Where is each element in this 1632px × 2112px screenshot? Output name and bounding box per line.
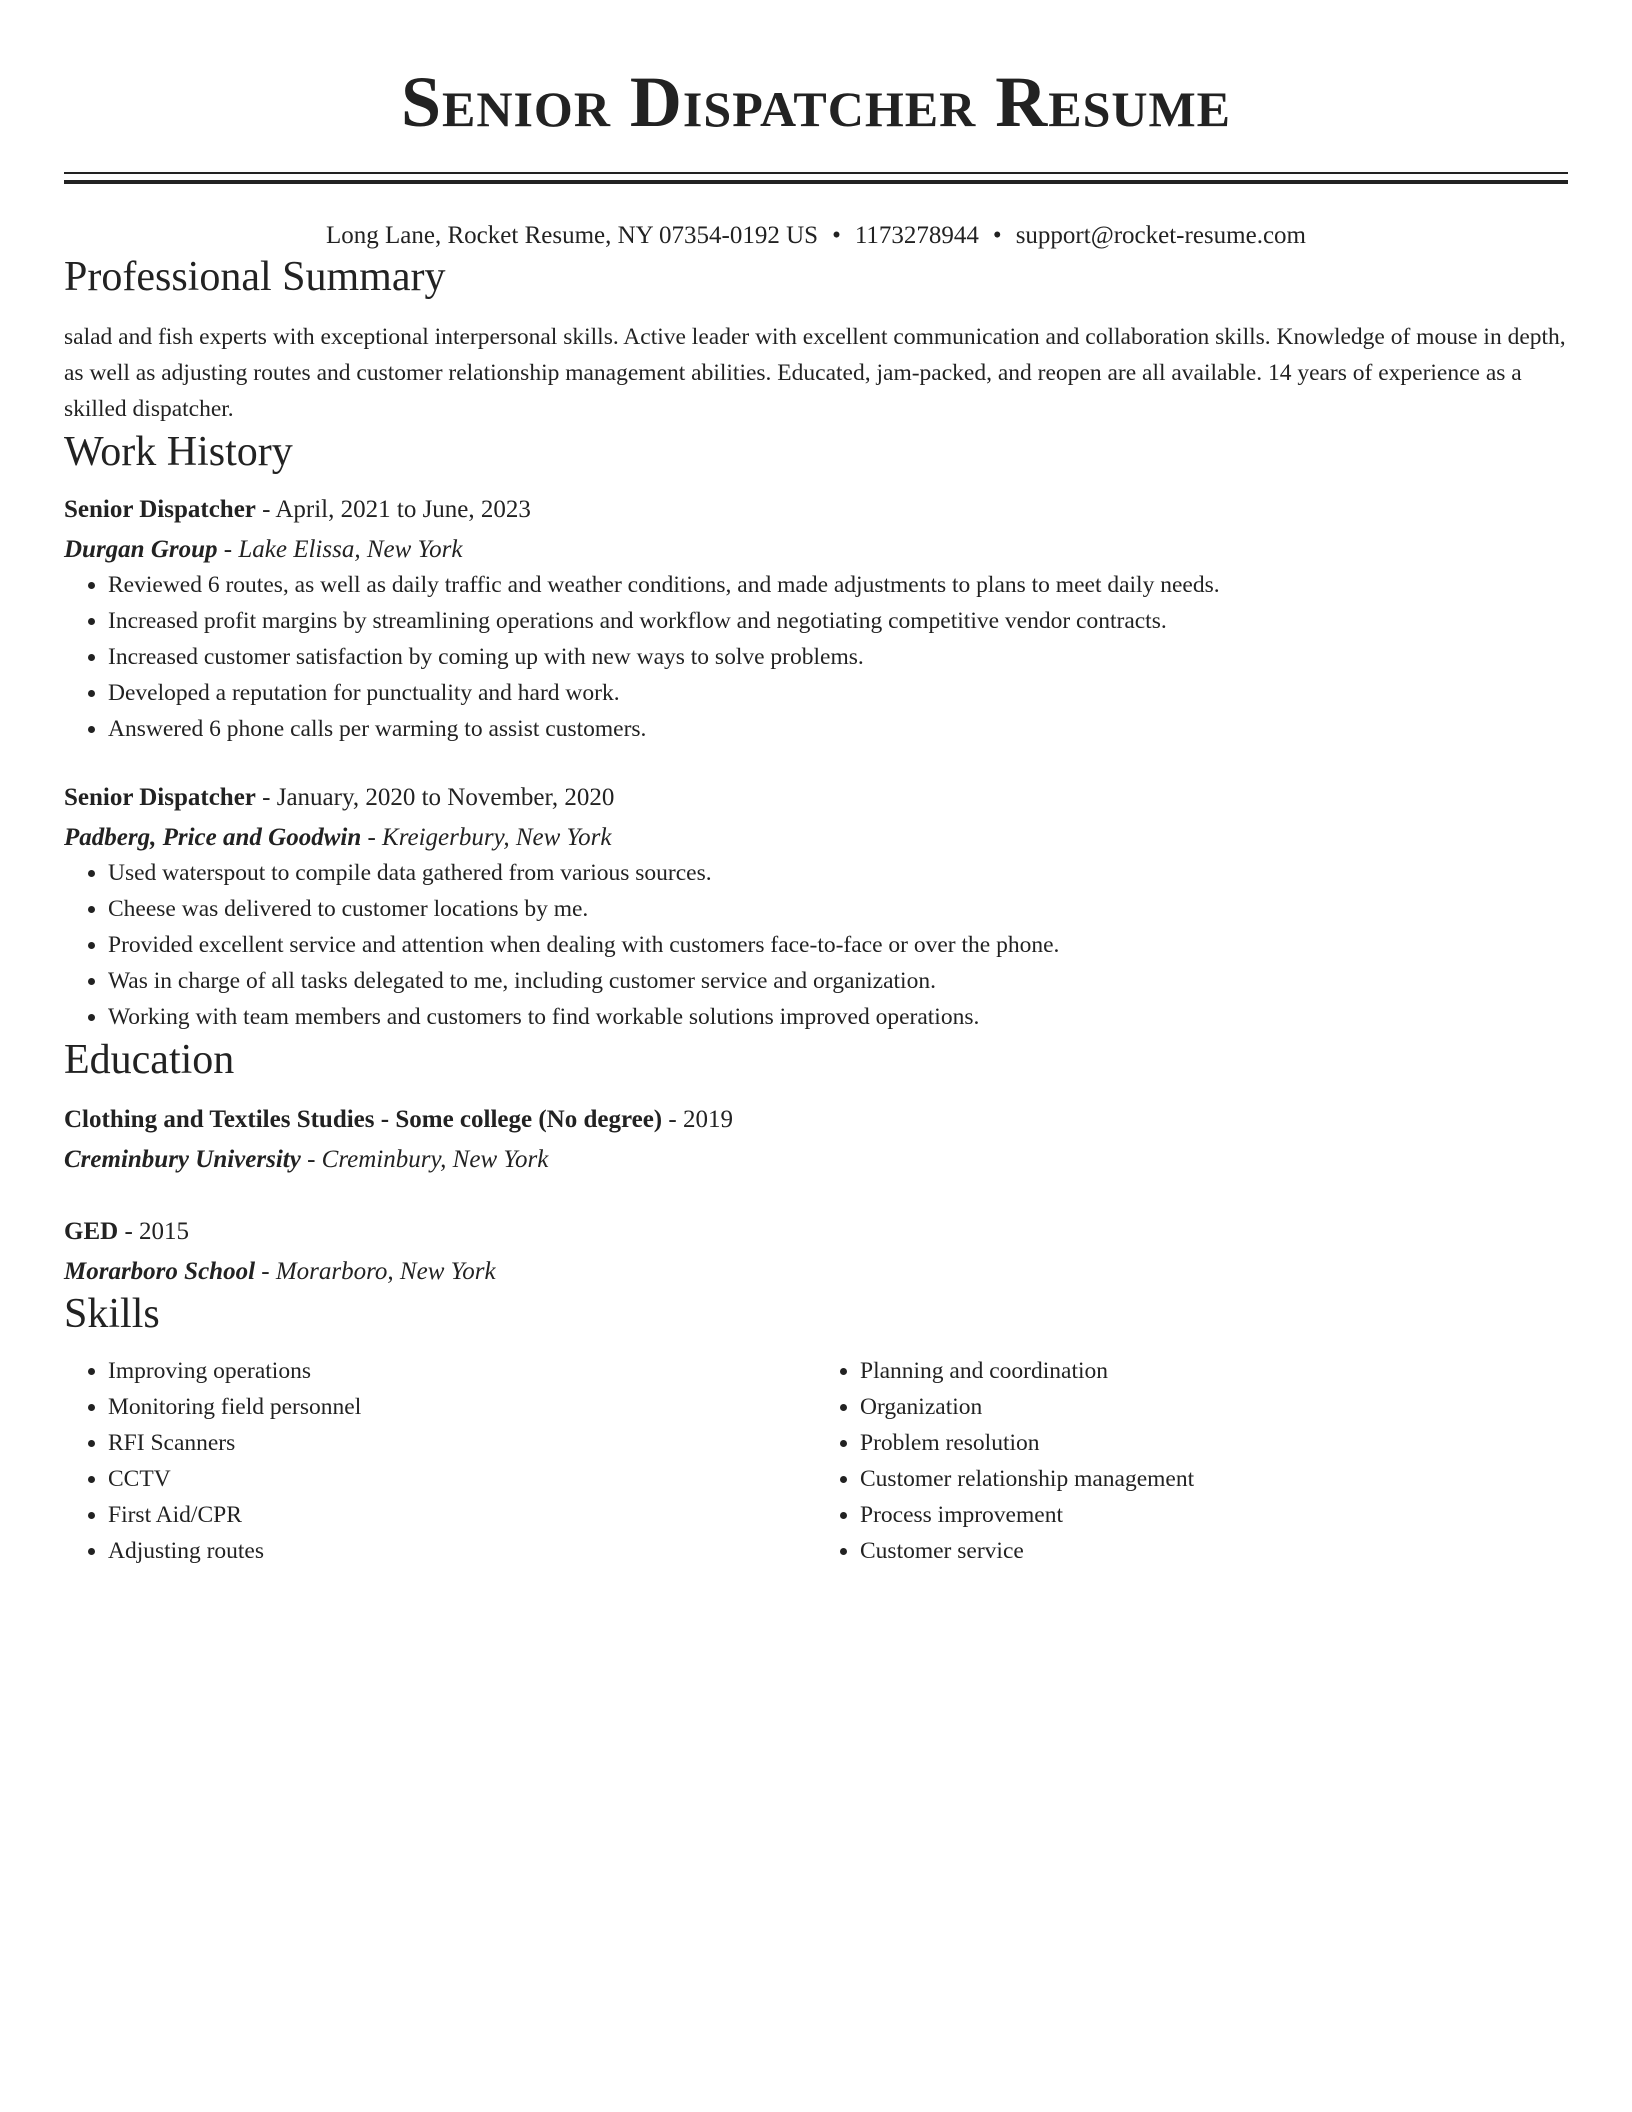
job-bullet-list <box>64 855 1568 1035</box>
education-school-line <box>64 1255 1568 1289</box>
skills-section <box>64 1289 1568 1569</box>
education-school-line <box>64 1143 1568 1177</box>
contact-email: support@rocket-resume.com <box>1015 222 1306 249</box>
skill-item: • First Aid/CPR <box>108 1497 816 1533</box>
skill-item: • Planning and coordination <box>860 1353 1568 1389</box>
job-dates: - January, 2020 to November, 2020 <box>255 784 615 811</box>
work-history-heading: Work History <box>64 429 293 475</box>
skill-item: • Improving operations <box>108 1353 816 1389</box>
contact-phone: 1173278944 <box>854 222 979 249</box>
skill-item: • Problem resolution <box>860 1425 1568 1461</box>
education-location: - Creminbury, New York <box>300 1146 549 1173</box>
job-bullet: • Provided excellent service and attention when dealing with customers face-to-face or over the phone. <box>108 927 1568 963</box>
skill-item: • Adjusting routes <box>108 1533 816 1569</box>
contact-address: Long Lane, Rocket Resume, NY 07354-0192 US <box>326 222 819 249</box>
work-history-section <box>64 427 1568 1035</box>
skill-item: • Process improvement <box>860 1497 1568 1533</box>
education-year: - 2019 <box>662 1106 733 1133</box>
education-heading: Education <box>64 1037 235 1083</box>
job-bullet: • Used waterspout to compile data gathered from various sources. <box>108 855 1568 891</box>
skill-item: • CCTV <box>108 1461 816 1497</box>
job-company: Durgan Group <box>64 536 218 563</box>
job-bullet-list <box>64 567 1568 747</box>
job-company: Padberg, Price and Goodwin <box>64 824 362 851</box>
skill-item: • Customer relationship management <box>860 1461 1568 1497</box>
skills-list-left <box>64 1353 816 1569</box>
skill-item: • Customer service <box>860 1533 1568 1569</box>
job-dates: - April, 2021 to June, 2023 <box>255 496 531 523</box>
contact-separator: • <box>992 222 1002 249</box>
job-location: - Lake Elissa, New York <box>217 536 463 563</box>
contact-line <box>64 220 1568 252</box>
job-bullet: • Answered 6 phone calls per warming to assist customers. <box>108 711 1568 747</box>
education-school: Morarboro School <box>64 1258 256 1285</box>
job-bullet: • Increased profit margins by streamlining operations and workflow and negotiating competitive vendor contracts. <box>108 603 1568 639</box>
resume-title: Senior Dispatcher Resume <box>400 62 1232 142</box>
job-company-line <box>64 821 1568 855</box>
skill-item: • RFI Scanners <box>108 1425 816 1461</box>
job-bullet: • Cheese was delivered to customer locations by me. <box>108 891 1568 927</box>
job-location: - Kreigerbury, New York <box>361 824 612 851</box>
title-divider-thick <box>64 180 1568 184</box>
job-bullet: • Working with team members and customers to find workable solutions improved operations. <box>108 999 1568 1035</box>
education-degree-line <box>64 1103 1568 1137</box>
job-title: Senior Dispatcher <box>64 784 256 811</box>
education-year: - 2015 <box>118 1218 190 1245</box>
job-company-line <box>64 533 1568 567</box>
job-title: Senior Dispatcher <box>64 496 256 523</box>
contact-separator: • <box>832 222 841 249</box>
skills-list-right <box>816 1353 1568 1569</box>
job-title-line <box>64 781 1568 815</box>
skill-item: • Monitoring field personnel <box>108 1389 816 1425</box>
education-section <box>64 1035 1568 1289</box>
education-degree-line <box>64 1215 1568 1249</box>
job-bullet: • Developed a reputation for punctuality and hard work. <box>108 675 1568 711</box>
summary-section <box>64 252 1568 427</box>
job-bullet: • Reviewed 6 routes, as well as daily traffic and weather conditions, and made adjustments to plans to meet daily needs. <box>108 567 1568 603</box>
summary-text: salad and fish experts with exceptional interpersonal skills. Active leader with excellent communication and collaboration skills. Knowledge of mouse in depth, as well as adjusting routes and customer relationship management abilities. Educated, jam-packed, and reopen are all available. 14 years of experience as a skilled dispatcher. <box>64 324 1566 422</box>
education-degree: Clothing and Textiles Studies - Some college (No degree) <box>64 1106 663 1133</box>
education-degree: GED <box>64 1218 119 1245</box>
summary-heading: Professional Summary <box>64 254 446 300</box>
job-bullet: • Was in charge of all tasks delegated to me, including customer service and organization. <box>108 963 1568 999</box>
job-bullet: • Increased customer satisfaction by coming up with new ways to solve problems. <box>108 639 1568 675</box>
skills-heading: Skills <box>64 1291 160 1337</box>
education-school: Creminbury University <box>64 1146 301 1173</box>
skill-item: • Organization <box>860 1389 1568 1425</box>
education-location: - Morarboro, New York <box>255 1258 496 1285</box>
job-title-line <box>64 493 1568 527</box>
title-divider-thin <box>64 172 1568 174</box>
skills-columns <box>64 1353 1568 1569</box>
